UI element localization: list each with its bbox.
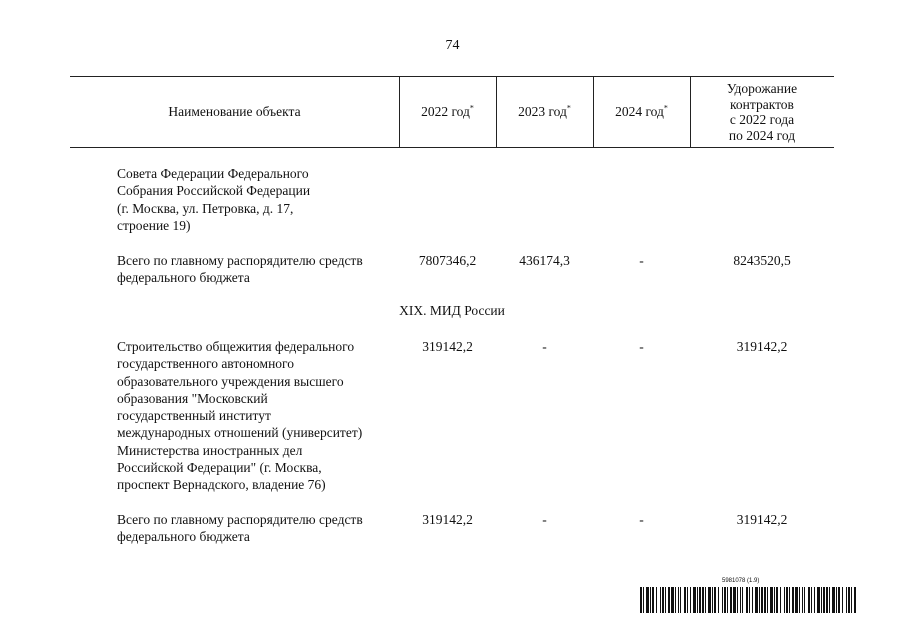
value-2024: - [639,512,644,527]
value-2023: - [542,512,547,527]
footnote-mark: * [566,103,571,113]
row-name: Совета Федерации Федерального Собрания Российской Федерации (г. Москва, ул. Петровка, д. 17, строение 19) [117,166,311,233]
value-increase: 319142,2 [736,512,788,527]
value-increase: 8243520,5 [733,253,791,268]
section-heading: XIX. МИД России [399,303,505,318]
footnote-mark: * [663,103,668,113]
value-2023: 436174,3 [519,253,570,268]
footnote-mark: * [469,103,474,113]
value-2022: 319142,2 [422,339,473,354]
header-2024-text: 2024 год [615,104,664,120]
header-increase: Удорожание контрактов с 2022 года по 2024 год [726,81,798,143]
header-2023-text: 2023 год [518,104,567,120]
header-2022 [399,77,496,147]
header-bottom-rule [70,147,834,148]
header-name [70,77,399,147]
row-name: Всего по главному распорядителю средств федерального бюджета [117,253,363,286]
header-2022-text: 2022 год [421,104,470,120]
value-increase: 319142,2 [736,339,788,354]
page-number: 74 [445,38,460,53]
value-2023: - [542,339,547,354]
row-name: Всего по главному распорядителю средств федерального бюджета [117,512,363,545]
value-2024: - [639,339,644,354]
value-2024: - [639,253,644,268]
header-2024 [593,77,690,147]
header-name-text: Наименование объекта [168,104,301,120]
value-2022: 7807346,2 [418,253,477,268]
header-2023 [496,77,593,147]
row-name: Строительство общежития федерального государственного автономного образовательного учреждения высшего образования "Московский государственный институт международных отношений (университет) Министерства иностранных дел Российской Федерации" (г. Москва, проспект Вернадского, владение 76) [117,339,363,493]
barcode-image [640,587,856,613]
value-2022: 319142,2 [422,512,473,527]
barcode-number: 5981078 (1.9) [722,578,760,584]
